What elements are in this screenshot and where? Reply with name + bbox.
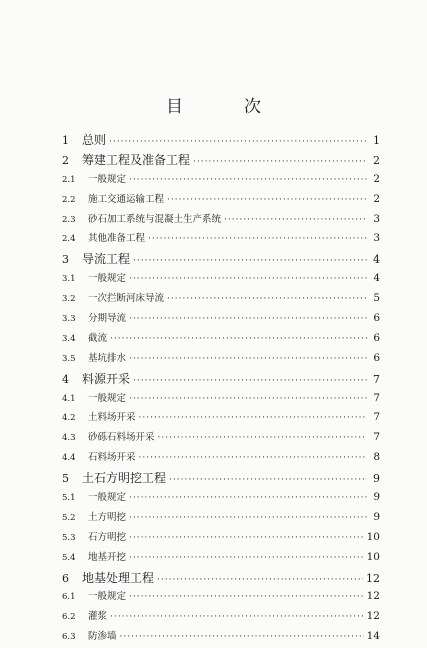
toc-dot-leader	[129, 394, 367, 404]
toc-section-entry[interactable]	[62, 529, 380, 549]
toc-page-number: 1	[373, 134, 380, 147]
toc-entry-label: 土料场开采	[88, 412, 136, 424]
toc-section-entry[interactable]	[62, 191, 380, 211]
toc-chapter-entry[interactable]	[62, 469, 380, 489]
toc-entry-number: 5.3	[62, 532, 76, 543]
toc-section-entry[interactable]	[62, 330, 380, 350]
toc-page-number: 9	[373, 491, 380, 504]
toc-entry-label: 导流工程	[82, 252, 131, 267]
toc-entry-label: 截流	[88, 332, 108, 344]
toc-entry-label: 一般规定	[88, 591, 127, 603]
toc-section-entry[interactable]	[62, 549, 380, 569]
toc-dot-leader	[129, 354, 367, 364]
toc-entry-number: 5.4	[62, 552, 76, 563]
toc-entry-number: 4.4	[62, 453, 76, 464]
toc-dot-leader	[110, 334, 367, 344]
toc-entry-label: 一般规定	[88, 392, 127, 404]
toc-entry-number: 3.2	[62, 294, 76, 305]
table-of-contents	[62, 131, 380, 648]
toc-page-number: 6	[373, 312, 380, 325]
toc-entry-number: 2.4	[62, 234, 76, 245]
toc-entry-number: 3.4	[62, 333, 76, 344]
toc-entry-number: 5.1	[62, 493, 76, 504]
toc-entry-label: 施工交通运输工程	[88, 193, 165, 205]
toc-entry-label: 总则	[82, 133, 107, 147]
toc-dot-leader	[139, 453, 367, 463]
toc-page-number: 12	[366, 571, 380, 585]
toc-page-number: 10	[366, 550, 380, 563]
toc-page-number: 14	[366, 630, 380, 643]
toc-section-entry[interactable]	[62, 449, 380, 469]
toc-dot-leader	[129, 493, 367, 503]
toc-page-number: 3	[373, 212, 380, 225]
toc-section-entry[interactable]	[62, 310, 380, 330]
toc-dot-leader	[224, 215, 367, 225]
toc-dot-leader	[129, 274, 367, 284]
toc-dot-leader	[139, 413, 367, 423]
toc-entry-number: 6	[62, 571, 69, 585]
toc-entry-label: 其他准备工程	[88, 233, 146, 245]
toc-dot-leader	[167, 294, 367, 304]
toc-page-number: 9	[373, 472, 380, 486]
toc-page-number: 2	[373, 192, 380, 205]
toc-section-entry[interactable]	[62, 390, 380, 410]
toc-section-entry[interactable]	[62, 211, 380, 231]
toc-entry-label: 一般规定	[88, 492, 127, 504]
toc-entry-number: 3.3	[62, 314, 76, 325]
toc-entry-label: 一次拦断河床导流	[88, 293, 165, 305]
toc-entry-label: 分期导流	[88, 313, 127, 325]
toc-dot-leader	[133, 256, 367, 266]
toc-page-number: 8	[373, 451, 380, 464]
toc-page-number: 6	[373, 331, 380, 344]
toc-section-entry[interactable]	[62, 489, 380, 509]
toc-chapter-entry[interactable]	[62, 569, 380, 589]
toc-entry-number: 5	[62, 472, 69, 486]
toc-entry-number: 4.2	[62, 413, 76, 424]
toc-dot-leader	[129, 553, 364, 563]
toc-entry-number: 6.2	[62, 612, 76, 623]
toc-entry-number: 4	[62, 372, 69, 386]
toc-page-number: 2	[373, 172, 380, 185]
toc-dot-leader	[167, 195, 367, 205]
toc-page-number: 6	[373, 351, 380, 364]
toc-dot-leader	[157, 575, 363, 585]
toc-section-entry[interactable]	[62, 270, 380, 290]
toc-dot-leader	[129, 592, 364, 602]
toc-section-entry[interactable]	[62, 171, 380, 191]
toc-page-number: 12	[366, 610, 380, 623]
toc-entry-number: 4.3	[62, 433, 76, 444]
toc-entry-label: 土方明挖	[88, 511, 127, 523]
toc-page-number: 7	[373, 411, 380, 424]
toc-page-number: 10	[366, 530, 380, 543]
toc-entry-number: 6.3	[62, 632, 76, 643]
toc-dot-leader	[133, 376, 367, 386]
toc-entry-number: 6.1	[62, 592, 76, 603]
toc-dot-leader	[109, 137, 367, 147]
toc-dot-leader	[129, 533, 364, 543]
toc-dot-leader	[169, 475, 367, 485]
toc-entry-label: 一般规定	[88, 273, 127, 285]
toc-section-entry[interactable]	[62, 608, 380, 628]
toc-dot-leader	[148, 234, 367, 244]
page-title: 目 次	[166, 97, 283, 117]
toc-entry-label: 地基处理工程	[82, 570, 155, 585]
toc-entry-number: 2.3	[62, 214, 76, 225]
toc-entry-number: 1	[62, 134, 69, 147]
toc-entry-label: 地基开挖	[88, 551, 127, 563]
toc-chapter-entry[interactable]	[62, 250, 380, 270]
toc-dot-leader	[129, 314, 367, 324]
toc-entry-label: 筹建工程及准备工程	[82, 152, 191, 167]
toc-entry-number: 3.1	[62, 274, 76, 285]
toc-dot-leader	[129, 175, 367, 185]
toc-dot-leader	[110, 612, 364, 622]
toc-page-number: 4	[373, 253, 380, 267]
toc-section-entry[interactable]	[62, 350, 380, 370]
toc-page-number: 2	[373, 153, 380, 167]
toc-section-entry[interactable]	[62, 230, 380, 250]
toc-entry-label: 砂砾石料场开采	[88, 432, 155, 444]
toc-dot-leader	[193, 157, 367, 167]
toc-entry-label: 灌浆	[88, 611, 108, 623]
toc-entry-number: 3.5	[62, 353, 76, 364]
toc-page-number: 3	[373, 232, 380, 245]
toc-entry-label: 石方明挖	[88, 531, 127, 543]
toc-section-entry[interactable]	[62, 509, 380, 529]
toc-page-number: 7	[373, 391, 380, 404]
toc-page-number: 7	[373, 431, 380, 444]
toc-chapter-entry[interactable]	[62, 370, 380, 390]
toc-section-entry[interactable]	[62, 588, 380, 608]
toc-section-entry[interactable]	[62, 290, 380, 310]
toc-entry-label: 防渗墙	[88, 631, 117, 643]
toc-page-number: 12	[366, 590, 380, 603]
toc-dot-leader	[120, 632, 364, 642]
toc-entry-number: 2	[62, 153, 69, 167]
toc-section-entry[interactable]	[62, 409, 380, 429]
toc-entry-label: 料源开采	[82, 371, 131, 386]
toc-entry-number: 2.2	[62, 194, 76, 205]
toc-entry-label: 石料场开采	[88, 452, 136, 464]
toc-entry-number: 3	[62, 253, 69, 267]
toc-entry-label: 砂石加工系统与混凝土生产系统	[88, 213, 222, 225]
toc-dot-leader	[129, 513, 367, 523]
toc-page-number: 4	[373, 272, 380, 285]
toc-dot-leader	[158, 433, 367, 443]
toc-entry-label: 土石方明挖工程	[82, 471, 167, 486]
toc-chapter-entry[interactable]	[62, 131, 380, 151]
toc-page-number: 7	[373, 372, 380, 386]
toc-entry-number: 5.2	[62, 512, 76, 523]
toc-entry-label: 基坑排水	[88, 352, 127, 364]
toc-page-number: 9	[373, 510, 380, 523]
toc-entry-number: 2.1	[62, 174, 76, 185]
toc-entry-label: 一般规定	[88, 173, 127, 185]
toc-section-entry[interactable]	[62, 429, 380, 449]
toc-page-number: 5	[373, 292, 380, 305]
toc-section-entry[interactable]	[62, 628, 380, 648]
toc-chapter-entry[interactable]	[62, 151, 380, 171]
toc-entry-number: 4.1	[62, 393, 76, 404]
